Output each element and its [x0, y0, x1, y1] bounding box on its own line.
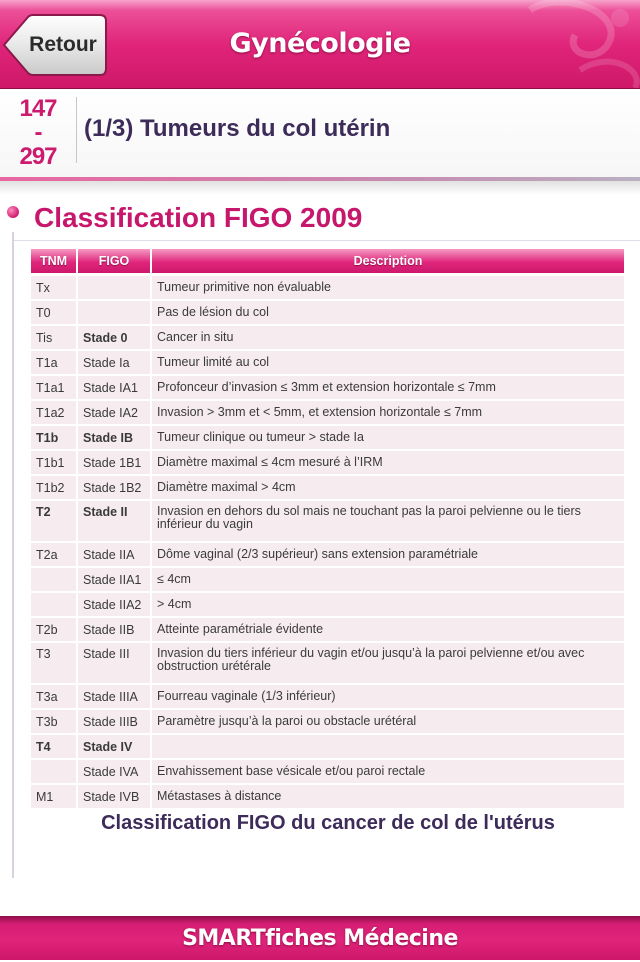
cell-tnm: T1a [31, 351, 76, 376]
cell-tnm: T1b2 [31, 476, 76, 501]
cell-description: Invasion du tiers inférieur du vagin et/ou jusqu’à la paroi pelvienne et/ou avec obstruction urétérale [152, 643, 624, 685]
column-header-tnm: TNM [31, 249, 76, 276]
cell-tnm: T4 [31, 735, 76, 760]
cell-description: Envahissement base vésicale et/ou paroi rectale [152, 760, 624, 785]
cell-description: Dôme vaginal (2/3 supérieur) sans extension paramétriale [152, 543, 624, 568]
figo-classification-table [29, 249, 626, 810]
decorative-swirl-icon [470, 0, 640, 88]
cell-figo: Stade IVB [78, 785, 150, 810]
counter-separator: - [34, 119, 42, 146]
cell-description: Tumeur limité au col [152, 351, 624, 376]
cell-figo: Stade 1B1 [78, 451, 150, 476]
page-title: Gynécologie [229, 28, 411, 59]
cell-description: Invasion > 3mm et < 5mm, et extension horizontale ≤ 7mm [152, 401, 624, 426]
cell-figo: Stade III [78, 643, 150, 685]
cell-figo: Stade IB [78, 426, 150, 451]
cell-figo: Stade IA2 [78, 401, 150, 426]
cell-figo: Stade 1B2 [78, 476, 150, 501]
navigation-bar [0, 0, 640, 89]
counter-current: 147 [19, 95, 57, 122]
table-row [31, 401, 624, 426]
table-row [31, 301, 624, 326]
back-button-label: Retour [29, 33, 97, 56]
cell-description: Cancer in situ [152, 326, 624, 351]
cell-description: Diamètre maximal ≤ 4cm mesuré à l’IRM [152, 451, 624, 476]
cell-tnm: T1a2 [31, 401, 76, 426]
table-row [31, 685, 624, 710]
table-row [31, 326, 624, 351]
section-title: Classification FIGO 2009 [34, 202, 363, 233]
table-row [31, 618, 624, 643]
cell-figo: Stade IV [78, 735, 150, 760]
table-row [31, 643, 624, 685]
table-row [31, 426, 624, 451]
cell-tnm [31, 760, 76, 785]
cell-figo: Stade IIA [78, 543, 150, 568]
cell-tnm: Tis [31, 326, 76, 351]
section-divider [14, 240, 640, 241]
column-header-description: Description [152, 249, 624, 276]
cell-tnm: T2a [31, 543, 76, 568]
section-left-rule [12, 232, 14, 878]
table-row [31, 476, 624, 501]
cell-description: > 4cm [152, 593, 624, 618]
table-row [31, 376, 624, 401]
fiche-header [0, 89, 640, 179]
table-row [31, 735, 624, 760]
cell-tnm: T2b [31, 618, 76, 643]
cell-figo: Stade IA1 [78, 376, 150, 401]
bullet-dot-icon [7, 206, 19, 218]
cell-description: Fourreau vaginale (1/3 inférieur) [152, 685, 624, 710]
cell-tnm: T3a [31, 685, 76, 710]
counter-total: 297 [19, 143, 57, 170]
cell-description: ≤ 4cm [152, 568, 624, 593]
cell-description: Atteinte paramétriale évidente [152, 618, 624, 643]
cell-figo: Stade IIB [78, 618, 150, 643]
table-row [31, 760, 624, 785]
cell-description [152, 735, 624, 760]
cell-figo: Stade IIA1 [78, 568, 150, 593]
cell-figo: Stade IIIB [78, 710, 150, 735]
cell-tnm: M1 [31, 785, 76, 810]
cell-tnm: T3 [31, 643, 76, 685]
column-header-figo: FIGO [78, 249, 150, 276]
cell-tnm: T1a1 [31, 376, 76, 401]
cell-tnm [31, 568, 76, 593]
cell-tnm: T3b [31, 710, 76, 735]
cell-description: Tumeur clinique ou tumeur > stade Ia [152, 426, 624, 451]
cell-figo: Stade II [78, 501, 150, 543]
table-caption: Classification FIGO du cancer de col de l'utérus [101, 812, 555, 834]
table-row [31, 451, 624, 476]
cell-description: Profonceur d’invasion ≤ 3mm et extension horizontale ≤ 7mm [152, 376, 624, 401]
cell-description: Pas de lésion du col [152, 301, 624, 326]
cell-figo: Stade IIA2 [78, 593, 150, 618]
fiche-title: (1/3) Tumeurs du col utérin [84, 115, 391, 142]
table-row [31, 543, 624, 568]
fiche-counter [6, 89, 70, 179]
footer-title: SMARTfiches Médecine [182, 926, 458, 951]
cell-figo [78, 276, 150, 301]
table-row [31, 593, 624, 618]
cell-figo [78, 301, 150, 326]
table-row [31, 785, 624, 810]
cell-description: Invasion en dehors du sol mais ne touchant pas la paroi pelvienne ou le tiers inférieur du vagin [152, 501, 624, 543]
table-header-row [31, 249, 624, 276]
back-button[interactable] [2, 14, 108, 76]
cell-tnm: T2 [31, 501, 76, 543]
cell-tnm: T1b [31, 426, 76, 451]
cell-description: Paramètre jusqu’à la paroi ou obstacle urétéral [152, 710, 624, 735]
cell-figo: Stade IIIA [78, 685, 150, 710]
cell-tnm: T1b1 [31, 451, 76, 476]
footer-bar [0, 916, 640, 960]
table-row [31, 276, 624, 301]
table-row [31, 710, 624, 735]
cell-tnm [31, 593, 76, 618]
cell-figo: Stade 0 [78, 326, 150, 351]
table-row [31, 568, 624, 593]
cell-figo: Stade IVA [78, 760, 150, 785]
cell-description: Tumeur primitive non évaluable [152, 276, 624, 301]
cell-tnm: Tx [31, 276, 76, 301]
table-row [31, 351, 624, 376]
cell-tnm: T0 [31, 301, 76, 326]
cell-description: Diamètre maximal > 4cm [152, 476, 624, 501]
cell-description: Métastases à distance [152, 785, 624, 810]
divider [76, 97, 77, 163]
cell-figo: Stade Ia [78, 351, 150, 376]
table-row [31, 501, 624, 543]
header-shadow [0, 181, 640, 195]
